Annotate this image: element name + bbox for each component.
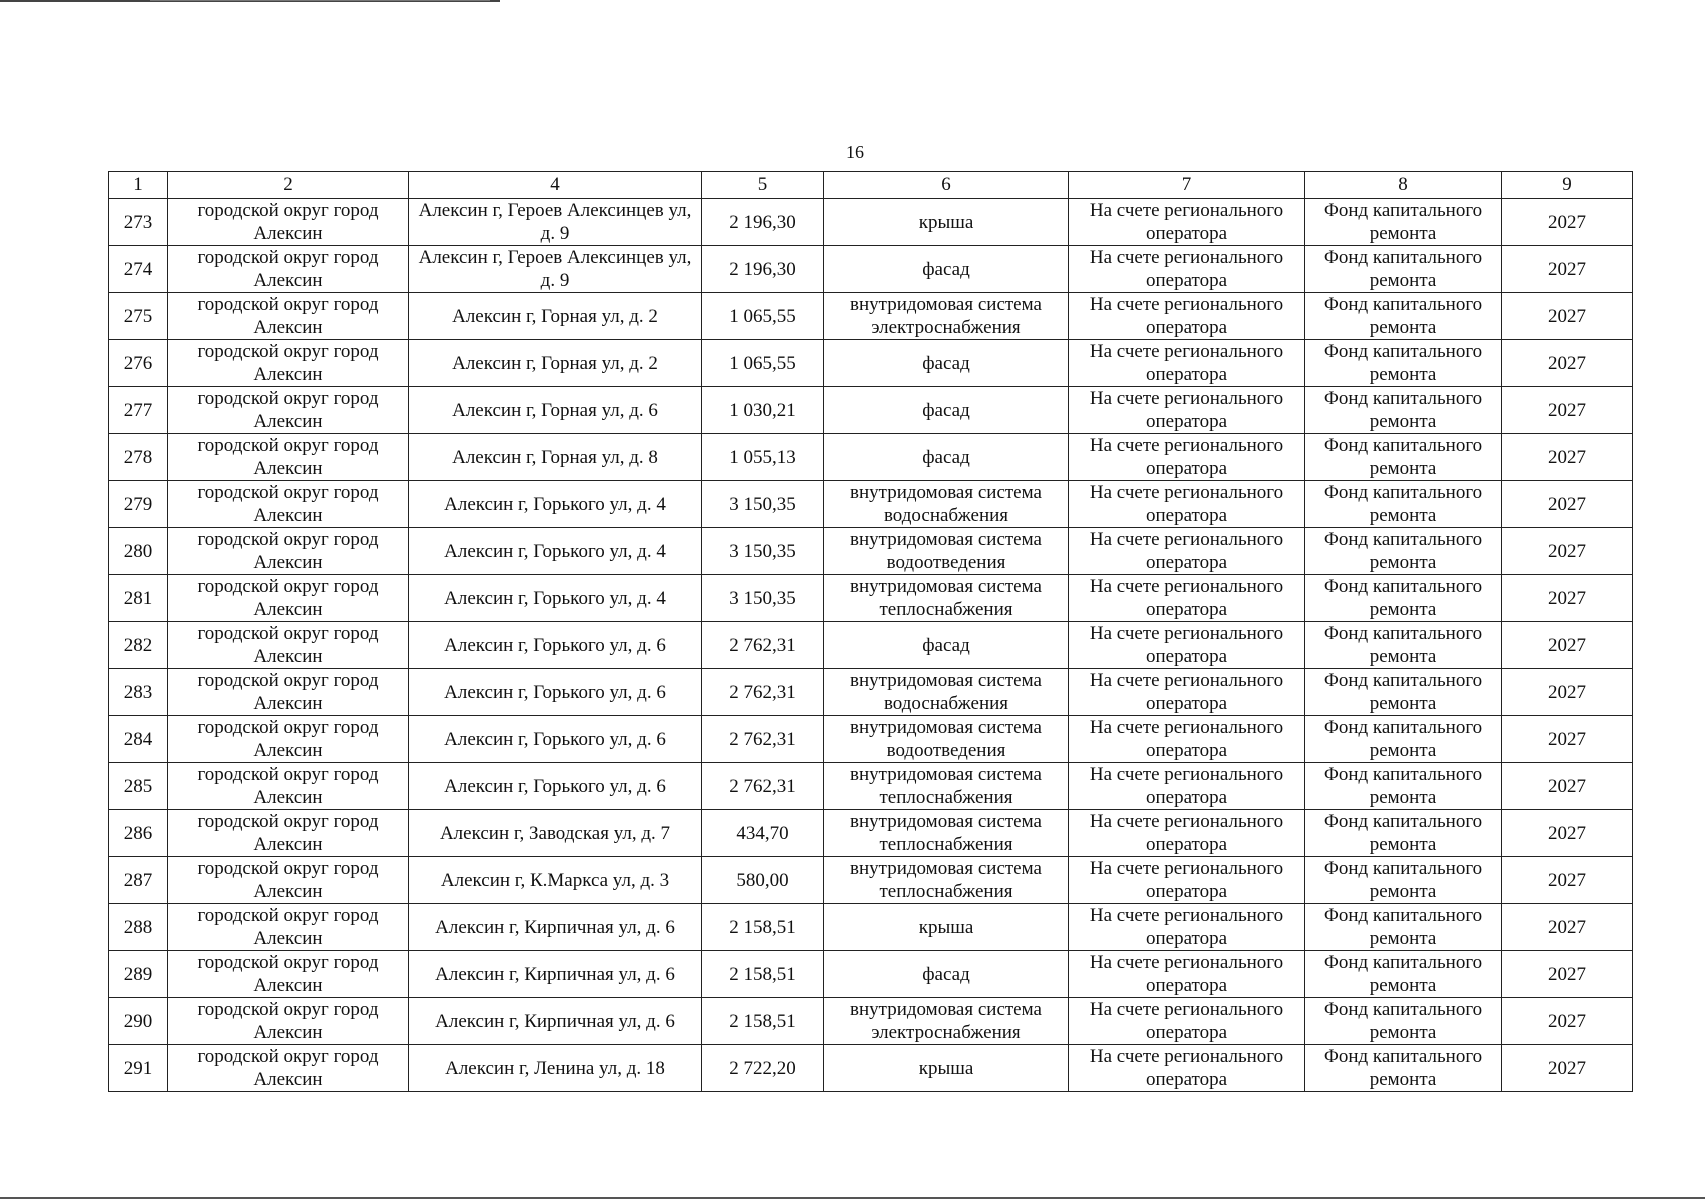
table-body [109,172,1633,1092]
row-number-cell: 274 [109,246,168,293]
work-type-cell: крыша [824,199,1069,246]
municipality-cell: городской округ город Алексин [168,293,409,340]
table-row [109,810,1633,857]
year-cell: 2027 [1502,434,1633,481]
table-row [109,481,1633,528]
address-cell: Алексин г, Героев Алексинцев ул, д. 9 [409,246,702,293]
account-method-cell: На счете регионального оператора [1069,622,1305,669]
account-method-cell: На счете регионального оператора [1069,904,1305,951]
address-cell: Алексин г, Горького ул, д. 6 [409,763,702,810]
registry-table [108,171,1633,1092]
column-header: 8 [1305,172,1502,199]
municipality-cell: городской округ город Алексин [168,246,409,293]
row-number-cell: 289 [109,951,168,998]
area-cell: 2 196,30 [702,199,824,246]
year-cell: 2027 [1502,904,1633,951]
year-cell: 2027 [1502,575,1633,622]
municipality-cell: городской округ город Алексин [168,622,409,669]
header-row [109,172,1633,199]
area-cell: 580,00 [702,857,824,904]
funding-source-cell: Фонд капитального ремонта [1305,434,1502,481]
year-cell: 2027 [1502,199,1633,246]
funding-source-cell: Фонд капитального ремонта [1305,199,1502,246]
year-cell: 2027 [1502,528,1633,575]
year-cell: 2027 [1502,810,1633,857]
municipality-cell: городской округ город Алексин [168,810,409,857]
account-method-cell: На счете регионального оператора [1069,340,1305,387]
table-row [109,669,1633,716]
table-row [109,528,1633,575]
row-number-cell: 273 [109,199,168,246]
column-header: 7 [1069,172,1305,199]
area-cell: 2 158,51 [702,951,824,998]
scan-edge-top-faint [150,0,490,1]
funding-source-cell: Фонд капитального ремонта [1305,575,1502,622]
municipality-cell: городской округ город Алексин [168,951,409,998]
account-method-cell: На счете регионального оператора [1069,246,1305,293]
funding-source-cell: Фонд капитального ремонта [1305,293,1502,340]
table-row [109,998,1633,1045]
row-number-cell: 277 [109,387,168,434]
table-row [109,951,1633,998]
account-method-cell: На счете регионального оператора [1069,199,1305,246]
row-number-cell: 284 [109,716,168,763]
year-cell: 2027 [1502,246,1633,293]
address-cell: Алексин г, Кирпичная ул, д. 6 [409,951,702,998]
area-cell: 1 055,13 [702,434,824,481]
year-cell: 2027 [1502,387,1633,434]
column-header: 6 [824,172,1069,199]
area-cell: 3 150,35 [702,528,824,575]
funding-source-cell: Фонд капитального ремонта [1305,669,1502,716]
work-type-cell: фасад [824,622,1069,669]
municipality-cell: городской округ город Алексин [168,763,409,810]
area-cell: 2 762,31 [702,716,824,763]
row-number-cell: 278 [109,434,168,481]
year-cell: 2027 [1502,1045,1633,1092]
address-cell: Алексин г, Кирпичная ул, д. 6 [409,904,702,951]
municipality-cell: городской округ город Алексин [168,434,409,481]
account-method-cell: На счете регионального оператора [1069,387,1305,434]
address-cell: Алексин г, Горная ул, д. 6 [409,387,702,434]
address-cell: Алексин г, Ленина ул, д. 18 [409,1045,702,1092]
column-header: 1 [109,172,168,199]
table-row [109,857,1633,904]
municipality-cell: городской округ город Алексин [168,857,409,904]
account-method-cell: На счете регионального оператора [1069,810,1305,857]
work-type-cell: фасад [824,387,1069,434]
year-cell: 2027 [1502,857,1633,904]
area-cell: 1 065,55 [702,340,824,387]
address-cell: Алексин г, Горького ул, д. 4 [409,528,702,575]
work-type-cell: внутридомовая система водоснабжения [824,481,1069,528]
municipality-cell: городской округ город Алексин [168,528,409,575]
account-method-cell: На счете регионального оператора [1069,951,1305,998]
work-type-cell: внутридомовая система водоснабжения [824,669,1069,716]
municipality-cell: городской округ город Алексин [168,387,409,434]
municipality-cell: городской округ город Алексин [168,904,409,951]
table-row [109,904,1633,951]
area-cell: 3 150,35 [702,481,824,528]
address-cell: Алексин г, Горького ул, д. 6 [409,622,702,669]
work-type-cell: внутридомовая система водоотведения [824,716,1069,763]
year-cell: 2027 [1502,763,1633,810]
account-method-cell: На счете регионального оператора [1069,763,1305,810]
area-cell: 1 030,21 [702,387,824,434]
row-number-cell: 285 [109,763,168,810]
funding-source-cell: Фонд капитального ремонта [1305,246,1502,293]
table-row [109,340,1633,387]
table-row [109,622,1633,669]
column-header: 5 [702,172,824,199]
column-header: 4 [409,172,702,199]
account-method-cell: На счете регионального оператора [1069,293,1305,340]
area-cell: 2 196,30 [702,246,824,293]
area-cell: 3 150,35 [702,575,824,622]
address-cell: Алексин г, К.Маркса ул, д. 3 [409,857,702,904]
address-cell: Алексин г, Героев Алексинцев ул, д. 9 [409,199,702,246]
municipality-cell: городской округ город Алексин [168,481,409,528]
row-number-cell: 282 [109,622,168,669]
area-cell: 2 762,31 [702,669,824,716]
municipality-cell: городской округ город Алексин [168,575,409,622]
table-row [109,387,1633,434]
municipality-cell: городской округ город Алексин [168,340,409,387]
funding-source-cell: Фонд капитального ремонта [1305,481,1502,528]
account-method-cell: На счете регионального оператора [1069,481,1305,528]
funding-source-cell: Фонд капитального ремонта [1305,998,1502,1045]
address-cell: Алексин г, Горная ул, д. 8 [409,434,702,481]
account-method-cell: На счете регионального оператора [1069,669,1305,716]
account-method-cell: На счете регионального оператора [1069,575,1305,622]
funding-source-cell: Фонд капитального ремонта [1305,857,1502,904]
work-type-cell: внутридомовая система теплоснабжения [824,575,1069,622]
row-number-cell: 287 [109,857,168,904]
municipality-cell: городской округ город Алексин [168,669,409,716]
table-row [109,763,1633,810]
row-number-cell: 275 [109,293,168,340]
address-cell: Алексин г, Горького ул, д. 4 [409,575,702,622]
account-method-cell: На счете регионального оператора [1069,998,1305,1045]
year-cell: 2027 [1502,998,1633,1045]
row-number-cell: 291 [109,1045,168,1092]
area-cell: 2 762,31 [702,763,824,810]
municipality-cell: городской округ город Алексин [168,998,409,1045]
account-method-cell: На счете регионального оператора [1069,857,1305,904]
funding-source-cell: Фонд капитального ремонта [1305,1045,1502,1092]
year-cell: 2027 [1502,340,1633,387]
area-cell: 2 722,20 [702,1045,824,1092]
area-cell: 2 158,51 [702,904,824,951]
page-number: 16 [846,142,864,162]
work-type-cell: внутридомовая система теплоснабжения [824,810,1069,857]
table-row [109,246,1633,293]
address-cell: Алексин г, Кирпичная ул, д. 6 [409,998,702,1045]
row-number-cell: 288 [109,904,168,951]
column-header: 2 [168,172,409,199]
table-row [109,716,1633,763]
area-cell: 1 065,55 [702,293,824,340]
work-type-cell: крыша [824,1045,1069,1092]
work-type-cell: внутридомовая система электроснабжения [824,998,1069,1045]
funding-source-cell: Фонд капитального ремонта [1305,622,1502,669]
row-number-cell: 283 [109,669,168,716]
funding-source-cell: Фонд капитального ремонта [1305,716,1502,763]
work-type-cell: фасад [824,951,1069,998]
municipality-cell: городской округ город Алексин [168,1045,409,1092]
municipality-cell: городской округ город Алексин [168,199,409,246]
row-number-cell: 276 [109,340,168,387]
year-cell: 2027 [1502,951,1633,998]
funding-source-cell: Фонд капитального ремонта [1305,904,1502,951]
area-cell: 434,70 [702,810,824,857]
address-cell: Алексин г, Горная ул, д. 2 [409,340,702,387]
funding-source-cell: Фонд капитального ремонта [1305,528,1502,575]
row-number-cell: 281 [109,575,168,622]
funding-source-cell: Фонд капитального ремонта [1305,951,1502,998]
municipality-cell: городской округ город Алексин [168,716,409,763]
account-method-cell: На счете регионального оператора [1069,528,1305,575]
work-type-cell: крыша [824,904,1069,951]
funding-source-cell: Фонд капитального ремонта [1305,387,1502,434]
table-row [109,575,1633,622]
account-method-cell: На счете регионального оператора [1069,434,1305,481]
table-row [109,199,1633,246]
table-row [109,1045,1633,1092]
funding-source-cell: Фонд капитального ремонта [1305,340,1502,387]
work-type-cell: фасад [824,246,1069,293]
column-header: 9 [1502,172,1633,199]
work-type-cell: фасад [824,434,1069,481]
area-cell: 2 158,51 [702,998,824,1045]
scan-edge-bottom [0,1197,1705,1199]
address-cell: Алексин г, Горького ул, д. 6 [409,716,702,763]
year-cell: 2027 [1502,622,1633,669]
work-type-cell: внутридомовая система теплоснабжения [824,763,1069,810]
year-cell: 2027 [1502,716,1633,763]
funding-source-cell: Фонд капитального ремонта [1305,810,1502,857]
work-type-cell: внутридомовая система водоотведения [824,528,1069,575]
row-number-cell: 286 [109,810,168,857]
work-type-cell: внутридомовая система электроснабжения [824,293,1069,340]
row-number-cell: 290 [109,998,168,1045]
year-cell: 2027 [1502,481,1633,528]
address-cell: Алексин г, Горького ул, д. 4 [409,481,702,528]
table-row [109,434,1633,481]
table-row [109,293,1633,340]
year-cell: 2027 [1502,669,1633,716]
work-type-cell: внутридомовая система теплоснабжения [824,857,1069,904]
row-number-cell: 280 [109,528,168,575]
address-cell: Алексин г, Горная ул, д. 2 [409,293,702,340]
row-number-cell: 279 [109,481,168,528]
work-type-cell: фасад [824,340,1069,387]
funding-source-cell: Фонд капитального ремонта [1305,763,1502,810]
account-method-cell: На счете регионального оператора [1069,716,1305,763]
address-cell: Алексин г, Заводская ул, д. 7 [409,810,702,857]
address-cell: Алексин г, Горького ул, д. 6 [409,669,702,716]
area-cell: 2 762,31 [702,622,824,669]
year-cell: 2027 [1502,293,1633,340]
account-method-cell: На счете регионального оператора [1069,1045,1305,1092]
